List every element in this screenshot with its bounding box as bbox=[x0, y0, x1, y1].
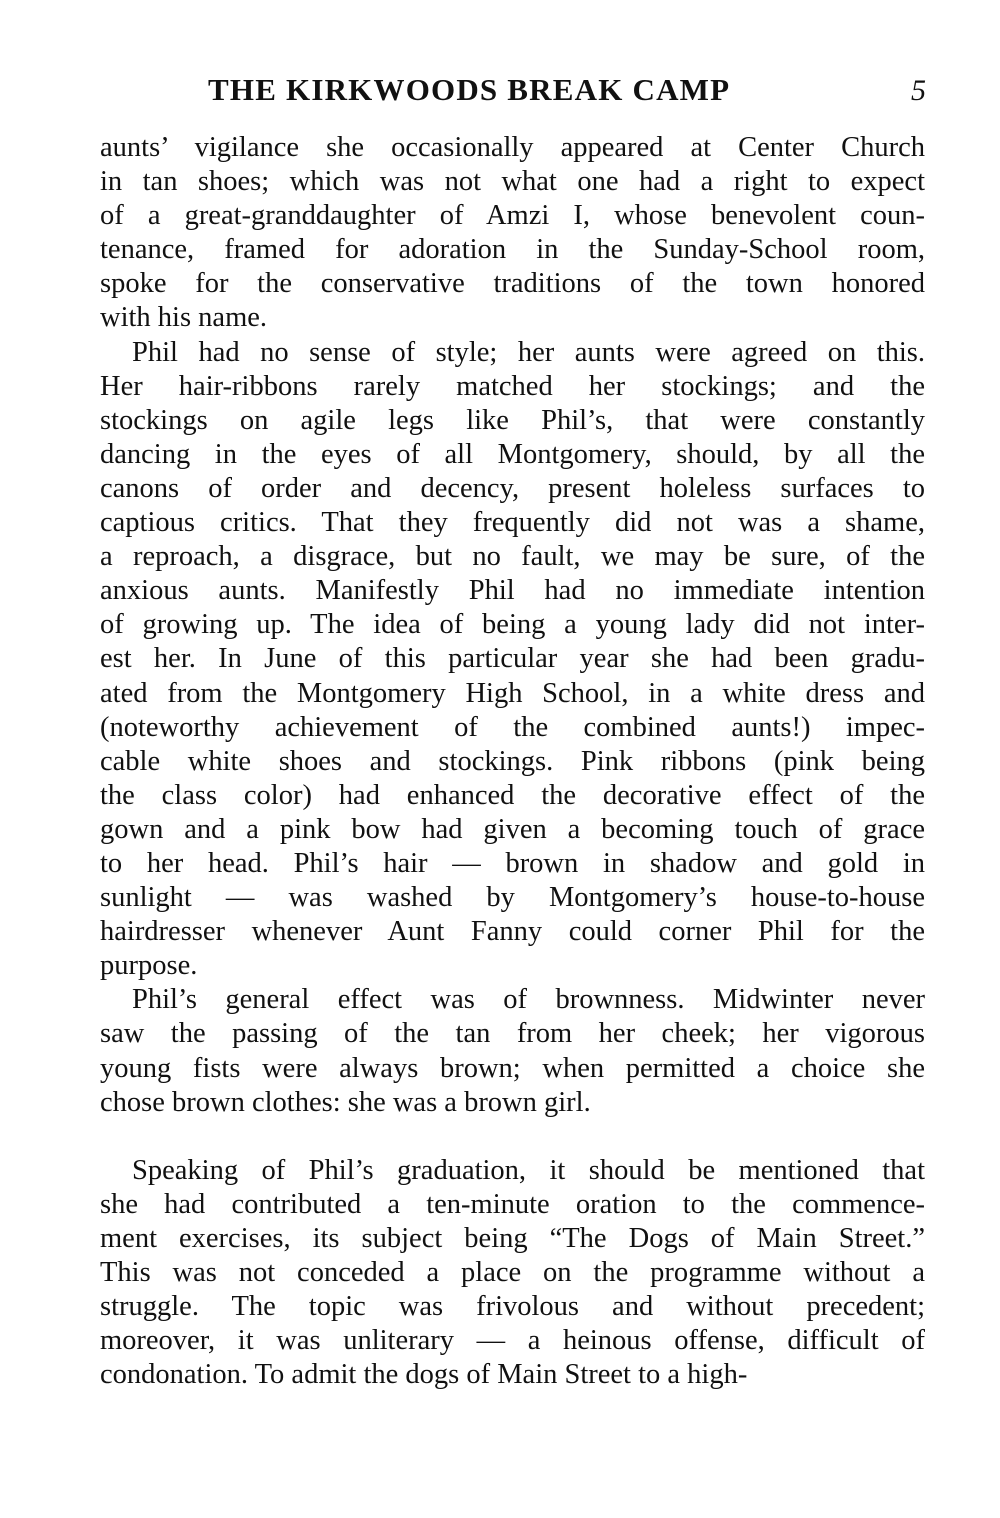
text-line: chose brown clothes: she was a brown girl. bbox=[100, 1086, 591, 1118]
text-line: condonation. To admit the dogs of Main Street to a high- bbox=[100, 1359, 748, 1391]
text-line: the class color) had enhanced the decorative effect of the bbox=[100, 779, 925, 811]
text-line: ment exercises, its subject being “The Dogs of Main Street.” bbox=[100, 1222, 925, 1254]
text-line: (noteworthy achievement of the combined aunts!) impec- bbox=[100, 711, 925, 743]
paragraph bbox=[100, 1154, 925, 1393]
text-line: of growing up. The idea of being a young lady did not inter- bbox=[100, 609, 925, 641]
text-line: moreover, it was unliterary — a heinous offense, difficult of bbox=[100, 1325, 925, 1357]
text-line: Speaking of Phil’s graduation, it should be mentioned that bbox=[132, 1154, 925, 1186]
text-line: canons of order and decency, present holeless surfaces to bbox=[100, 472, 925, 504]
text-line: sunlight — was washed by Montgomery’s house-to-house bbox=[100, 882, 925, 914]
text-line: with his name. bbox=[100, 302, 268, 334]
section-break bbox=[100, 1120, 925, 1154]
text-line: hairdresser whenever Aunt Fanny could corner Phil for the bbox=[100, 916, 925, 948]
text-line: captious critics. That they frequently did not was a shame, bbox=[100, 507, 925, 539]
text-line: aunts’ vigilance she occasionally appeared at Center Church bbox=[100, 132, 925, 163]
running-head bbox=[100, 72, 926, 112]
text-line: she had contributed a ten-minute oration to the commence- bbox=[100, 1188, 925, 1220]
text-line: in tan shoes; which was not what one had a right to expect bbox=[100, 166, 925, 198]
paragraph bbox=[100, 336, 925, 984]
text-line: spoke for the conservative traditions of the town honored bbox=[100, 268, 925, 300]
text-line: struggle. The topic was frivolous and without precedent; bbox=[100, 1291, 925, 1323]
text-line: Her hair-ribbons rarely matched her stockings; and the bbox=[100, 370, 925, 402]
text-line: ated from the Montgomery High School, in a white dress and bbox=[100, 677, 925, 709]
text-line: anxious aunts. Manifestly Phil had no immediate intention bbox=[100, 575, 925, 607]
text-line: a reproach, a disgrace, but no fault, we may be sure, of the bbox=[100, 541, 925, 573]
paragraph bbox=[100, 983, 925, 1119]
text-line: to her head. Phil’s hair — brown in shadow and gold in bbox=[100, 847, 925, 879]
text-line: Phil’s general effect was of brownness. Midwinter never bbox=[132, 984, 925, 1016]
text-line: purpose. bbox=[100, 950, 198, 982]
text-line: saw the passing of the tan from her cheek; her vigorous bbox=[100, 1018, 925, 1050]
text-line: tenance, framed for adoration in the Sunday-School room, bbox=[100, 234, 925, 266]
text-line: This was not conceded a place on the programme without a bbox=[100, 1257, 925, 1288]
body-text bbox=[100, 131, 925, 1392]
text-line: stockings on agile legs like Phil’s, that were constantly bbox=[100, 404, 925, 436]
text-line: Phil had no sense of style; her aunts were agreed on this. bbox=[132, 336, 925, 368]
paragraph bbox=[100, 131, 925, 336]
text-line: of a great-granddaughter of Amzi I, whose benevolent coun- bbox=[100, 200, 925, 232]
page-number: 5 bbox=[911, 74, 926, 107]
running-title: THE KIRKWOODS BREAK CAMP bbox=[208, 72, 731, 107]
text-line: cable white shoes and stockings. Pink ribbons (pink being bbox=[100, 745, 925, 777]
text-line: dancing in the eyes of all Montgomery, should, by all the bbox=[100, 438, 925, 470]
text-line: gown and a pink bow had given a becoming touch of grace bbox=[100, 813, 925, 845]
text-line: young fists were always brown; when permitted a choice she bbox=[100, 1052, 925, 1084]
text-line: est her. In June of this particular year she had been gradu- bbox=[100, 643, 925, 675]
